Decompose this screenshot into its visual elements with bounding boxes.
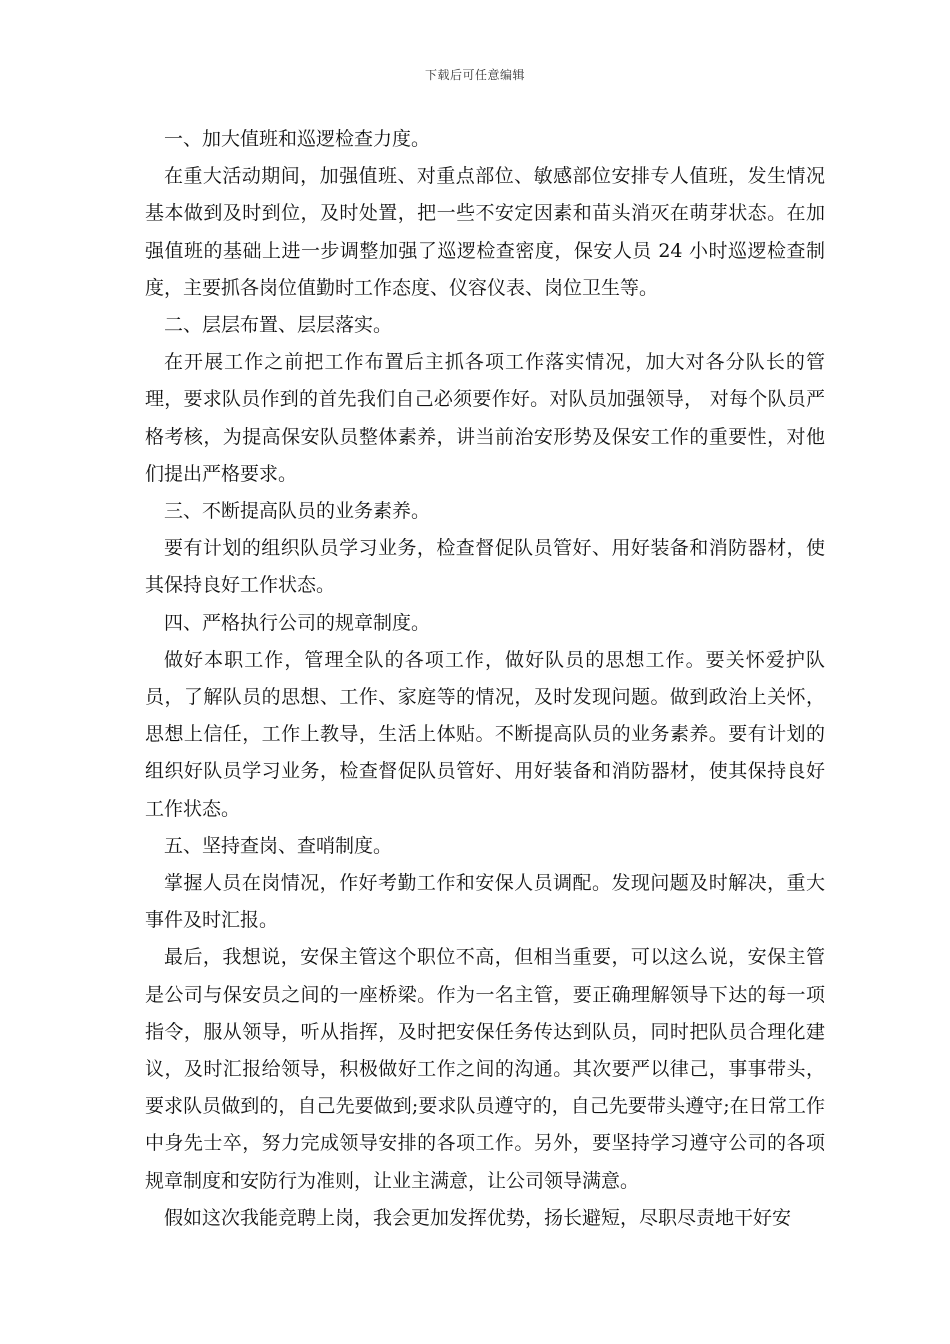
page-header-note: 下载后可任意编辑 — [424, 68, 525, 82]
body-paragraph: 做好本职工作，管理全队的各项工作，做好队员的思想工作。要关怀爱护队员，了解队员的思想、工作、家庭等的情况，及时发现问题。做到政治上关怀，思想上信任，工作上教导，生活上体贴。不断提高队员的业务素养。要有计划的组织好队员学习业务，检查督促队员管好、用好装备和消防器材，使其保持良好工作状态。 — [145, 648, 825, 820]
body-paragraph: 掌握人员在岗情况，作好考勤工作和安保人员调配。发现问题及时解决，重大事件及时汇报。 — [145, 872, 825, 932]
body-paragraph: 要有计划的组织队员学习业务，检查督促队员管好、用好装备和消防器材，使其保持良好工作状态。 — [145, 537, 825, 597]
body-paragraph: 最后，我想说，安保主管这个职位不高，但相当重要，可以这么说，安保主管是公司与保安员之间的一座桥梁。作为一名主管，要正确理解领导下达的每一项指令，服从领导，听从指挥，及时把安保任务传达到队员，同时把队员合理化建议，及时汇报给领导，积极做好工作之间的沟通。其次要严以律己，事事带头，要求队员做到的，自己先要做到;要求队员遵守的，自己先要带头遵守;在日常工作中身先士卒，努力完成领导安排的各项工作。另外，要坚持学习遵守公司的各项规章制度和安防行为准则，让业主满意，让公司领导满意。 — [145, 946, 825, 1192]
body-paragraph: 假如这次我能竞聘上岗，我会更加发挥优势，扬长避短，尽职尽责地干好安 — [164, 1206, 792, 1229]
section-heading-1: 一、加大值班和巡逻检查力度。 — [164, 128, 431, 150]
document-body — [145, 121, 825, 1237]
section-heading-5: 五、坚持查岗、查哨制度。 — [164, 834, 393, 857]
body-paragraph: 在重大活动期间，加强值班、对重点部位、敏感部位安排专人值班，发生情况基本做到及时到位，及时处置，把一些不安定因素和苗头消灭在萌芽状态。在加强值班的基础上进一步调整加强了巡逻检查密度，保安人员 24 小时巡逻检查制度，主要抓各岗位值勤时工作态度、仪容仪表、岗位卫生等。 — [145, 165, 825, 299]
section-heading-4: 四、严格执行公司的规章制度。 — [164, 611, 431, 634]
body-paragraph: 在开展工作之前把工作布置后主抓各项工作落实情况，加大对各分队长的管理，要求队员作到的首先我们自己必须要作好。对队员加强领导， 对每个队员严格考核，为提高保安队员整体素养，讲当前治安形势及保安工作的重要性，对他们提出严格要求。 — [145, 351, 825, 485]
section-heading-2: 二、层层布置、层层落实。 — [164, 314, 393, 337]
section-heading-3: 三、不断提高队员的业务素养。 — [164, 500, 431, 523]
